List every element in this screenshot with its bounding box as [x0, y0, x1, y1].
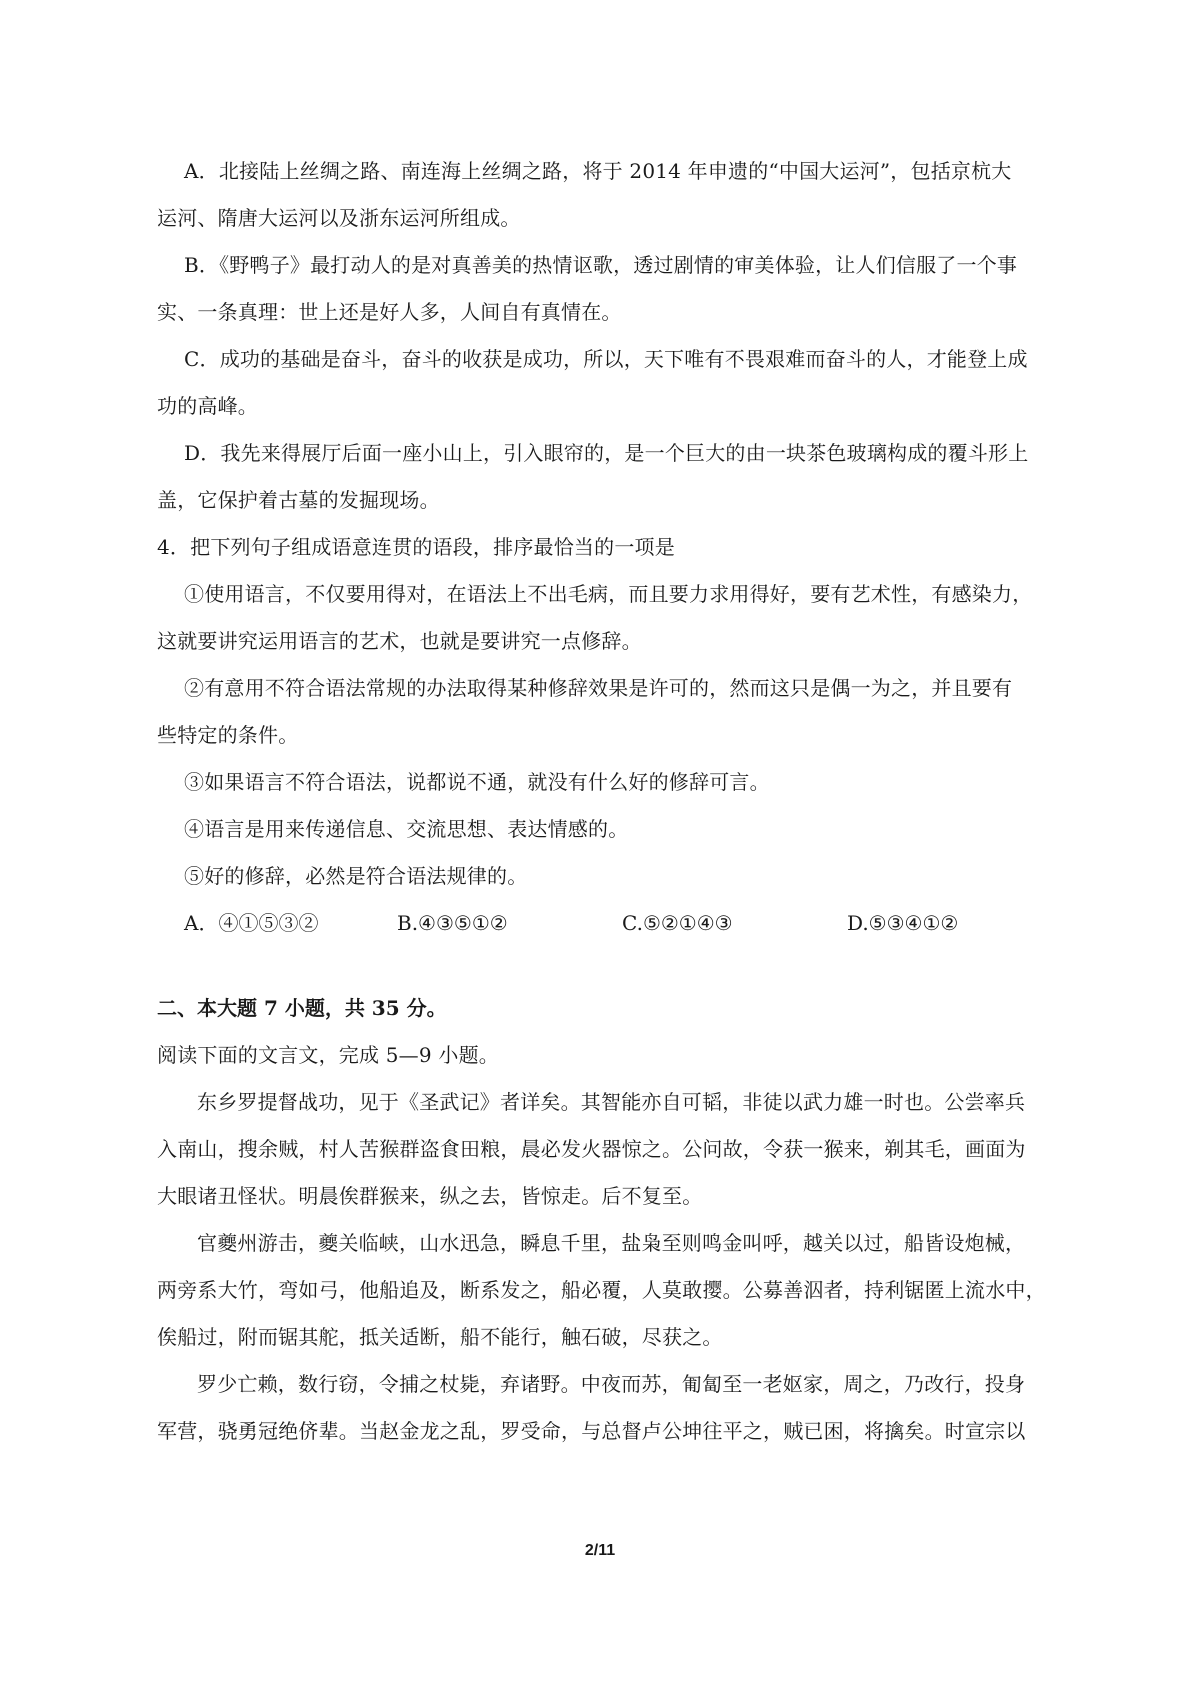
text-line: 罗少亡赖，数行窃，令捕之杖毙，弃诸野。中夜而苏，匍匐至一老妪家，周之，乃改行，投身 [197, 1372, 1026, 1396]
text-line: 官夔州游击，夔关临峡，山水迅急，瞬息千里，盐枭至则鸣金叫呼，越关以过，船皆设炮械， [197, 1231, 1026, 1255]
text-line: D．我先来得展厅后面一座小山上，引入眼帘的，是一个巨大的由一块茶色玻璃构成的覆斗形上 [184, 441, 1029, 465]
text-line: 入南山，搜余贼，村人苦猴群盗食田粮，晨必发火器惊之。公问故，令获一猴来，剃其毛，画面为 [157, 1137, 1026, 1161]
passage-paragraph-1 [157, 1079, 1062, 1220]
text-line: 俟船过，附而锯其舵，抵关适断，船不能行，触石破，尽获之。 [157, 1325, 723, 1349]
q3-option-b [157, 242, 1062, 336]
text-line: 两旁系大竹，弯如弓，他船追及，断系发之，船必覆，人莫敢撄。公募善泅者，持利锯匿上流水中， [157, 1278, 1046, 1302]
text-line: A．北接陆上丝绸之路、南连海上丝绸之路，将于 2014 年申遗的“中国大运河”，包括京杭大 [184, 159, 1012, 183]
section-instruction: 阅读下面的文言文，完成 5—9 小题。 [157, 1043, 499, 1067]
text-line: C．成功的基础是奋斗，奋斗的收获是成功，所以，天下唯有不畏艰难而奋斗的人，才能登上成 [184, 347, 1028, 371]
q4-sentence-1 [157, 571, 1062, 665]
text-line: 这就要讲究运用语言的艺术，也就是要讲究一点修辞。 [157, 629, 642, 653]
q4-sentence-4: ④语言是用来传递信息、交流思想、表达情感的。 [184, 817, 629, 841]
q4-option-b: B.④③⑤①② [397, 911, 508, 935]
text-line: 大眼诸丑怪状。明晨俟群猴来，纵之去，皆惊走。后不复至。 [157, 1184, 703, 1208]
text-line: 东乡罗提督战功，见于《圣武记》者详矣。其智能亦自可韬，非徒以武力雄一时也。公尝率兵 [197, 1090, 1026, 1114]
text-line: 军营，骁勇冠绝侪辈。当赵金龙之乱，罗受命，与总督卢公坤往平之，贼已困，将擒矣。时宣宗以 [157, 1419, 1026, 1443]
document-page [157, 148, 1062, 1455]
q4-stem: 4．把下列句子组成语意连贯的语段，排序最恰当的一项是 [157, 535, 675, 559]
page-number: 2/11 [584, 1542, 616, 1559]
passage-paragraph-3 [157, 1361, 1062, 1455]
q3-option-c [157, 336, 1062, 430]
text-line: 实、一条真理：世上还是好人多，人间自有真情在。 [157, 300, 622, 324]
q3-option-d [157, 430, 1062, 524]
q4-options [157, 900, 1062, 947]
q4-option-d: D.⑤③④①② [847, 911, 959, 935]
q4-sentence-3: ③如果语言不符合语法，说都说不通，就没有什么好的修辞可言。 [184, 770, 770, 794]
section-title: 二、本大题 7 小题，共 35 分。 [157, 996, 447, 1020]
q4-sentence-5: ⑤好的修辞，必然是符合语法规律的。 [184, 864, 528, 888]
text-line: ②有意用不符合语法常规的办法取得某种修辞效果是许可的，然而这只是偶一为之，并且要有 [184, 676, 1013, 700]
q3-option-a [157, 148, 1062, 242]
q4-option-a: A．④①⑤③② [184, 911, 319, 935]
text-line: B．《野鸭子》最打动人的是对真善美的热情讴歌，透过剧情的审美体验，让人们信服了一个事 [184, 253, 1018, 277]
text-line: 运河、隋唐大运河以及浙东运河所组成。 [157, 206, 521, 230]
text-line: ①使用语言，不仅要用得对，在语法上不出毛病，而且要力求用得好，要有艺术性，有感染力， [184, 582, 1033, 606]
text-line: 些特定的条件。 [157, 723, 299, 747]
text-line: 功的高峰。 [157, 394, 258, 418]
passage-paragraph-2 [157, 1220, 1062, 1361]
q4-option-c: C.⑤②①④③ [622, 911, 733, 935]
q4-sentence-2 [157, 665, 1062, 759]
text-line: 盖，它保护着古墓的发掘现场。 [157, 488, 440, 512]
